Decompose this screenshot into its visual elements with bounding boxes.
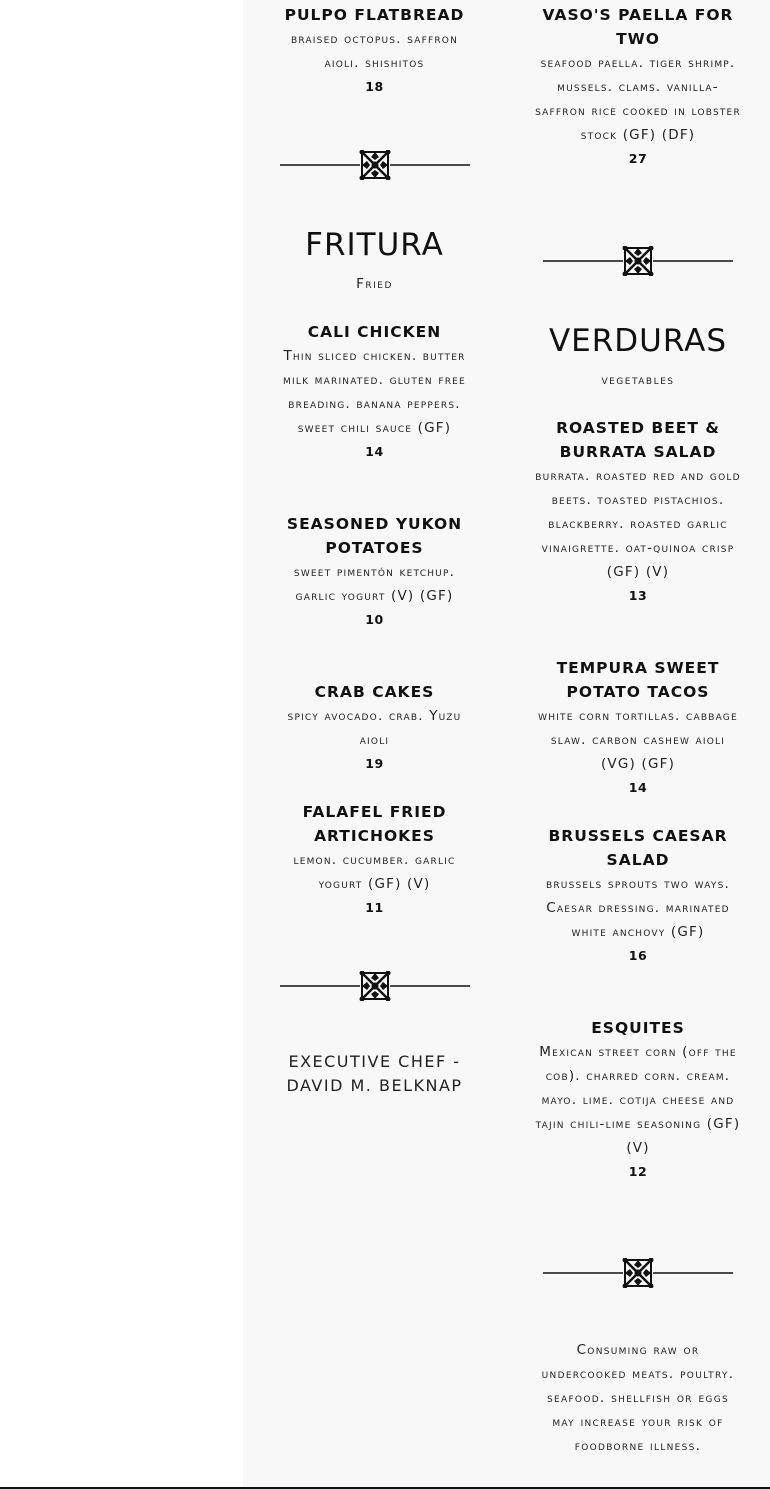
- dish-price: 16: [628, 948, 648, 963]
- dish-description: spicy avocado. crab. Yuzu aioli: [287, 708, 462, 748]
- menu-item: [533, 3, 743, 171]
- ornamental-divider-icon: [533, 246, 743, 276]
- dish-name: ROASTED BEET & BURRATA SALAD: [556, 419, 720, 461]
- dish-name: TEMPURA SWEET POTATO TACOS: [556, 659, 720, 701]
- section-subtitle: Fried: [356, 276, 393, 292]
- dish-description: Mexican street corn (off the cob). charred corn. cream. mayo. lime. cotija cheese and tajin chili-lime seasoning (GF) (V): [535, 1044, 741, 1156]
- dish-price: 14: [365, 444, 384, 459]
- menu-item: [271, 680, 478, 776]
- dish-description: seafood paella. tiger shrimp. mussels. clams. vanilla-saffron rice cooked in lobster stock (GF) (DF): [535, 55, 741, 143]
- dish-price: 27: [628, 151, 648, 166]
- dish-description: Thin sliced chicken. butter milk marinated. gluten free breading. banana peppers. sweet chili sauce (GF): [283, 348, 466, 436]
- menu-item: [271, 320, 478, 464]
- dish-name: FALAFEL FRIED ARTICHOKES: [302, 803, 447, 845]
- ornamental-divider-icon: [271, 150, 478, 180]
- menu-item: [533, 1016, 743, 1184]
- dish-description: brussels sprouts two ways. Caesar dressing. marinated white anchovy (GF): [545, 876, 731, 940]
- dish-description: lemon. cucumber. garlic yogurt (GF) (V): [293, 852, 456, 892]
- section-title: VERDURAS: [548, 323, 728, 359]
- dish-name: CALI CHICKEN: [307, 323, 442, 341]
- right-column: [533, 0, 743, 1489]
- section-verduras: [533, 321, 743, 391]
- menu-item: [533, 656, 743, 800]
- dish-price: 14: [628, 780, 648, 795]
- dish-name: ESQUITES: [591, 1019, 685, 1037]
- ornamental-divider-icon: [271, 971, 478, 1001]
- dish-description: braised octopus. saffron aioli. shishitos: [290, 31, 458, 71]
- menu-item: [533, 416, 743, 608]
- dish-price: 18: [365, 79, 384, 94]
- ornamental-divider-icon: [533, 1258, 743, 1288]
- chef-name: EXECUTIVE CHEF - DAVID M. BELKNAP: [286, 1052, 463, 1095]
- dish-name: CRAB CAKES: [314, 683, 435, 701]
- left-column: [271, 0, 478, 1489]
- menu-item: [533, 824, 743, 968]
- dish-price: 10: [365, 612, 384, 627]
- dish-price: 13: [628, 588, 648, 603]
- section-fritura: [271, 225, 478, 295]
- menu-item: [271, 3, 478, 99]
- dish-price: 19: [365, 756, 384, 771]
- dish-name: VASO'S PAELLA FOR TWO: [542, 6, 734, 48]
- dish-name: BRUSSELS CAESAR SALAD: [548, 827, 728, 869]
- dish-price: 12: [628, 1164, 648, 1179]
- dish-description: sweet pimentón ketchup. garlic yogurt (V) (GF): [293, 564, 456, 604]
- menu-item: [271, 800, 478, 920]
- chef-credit: [271, 1050, 478, 1098]
- notice-text: Consuming raw or undercooked meats. poultry. seafood. shellfish or eggs may increase your risk of foodborne illness.: [541, 1342, 735, 1454]
- section-subtitle: vegetables: [601, 372, 675, 388]
- dish-name: PULPO FLATBREAD: [284, 6, 465, 24]
- food-safety-notice: [533, 1338, 743, 1458]
- dish-description: white corn tortillas. cabbage slaw. carbon cashew aioli (VG) (GF): [538, 708, 738, 772]
- dish-name: SEASONED YUKON POTATOES: [286, 515, 463, 557]
- section-title: FRITURA: [305, 227, 444, 263]
- menu-item: [271, 512, 478, 632]
- dish-price: 11: [365, 900, 384, 915]
- dish-description: burrata. roasted red and gold beets. toasted pistachios. blackberry. roasted garlic vinaigrette. oat-quinoa crisp (GF) (V): [535, 468, 741, 580]
